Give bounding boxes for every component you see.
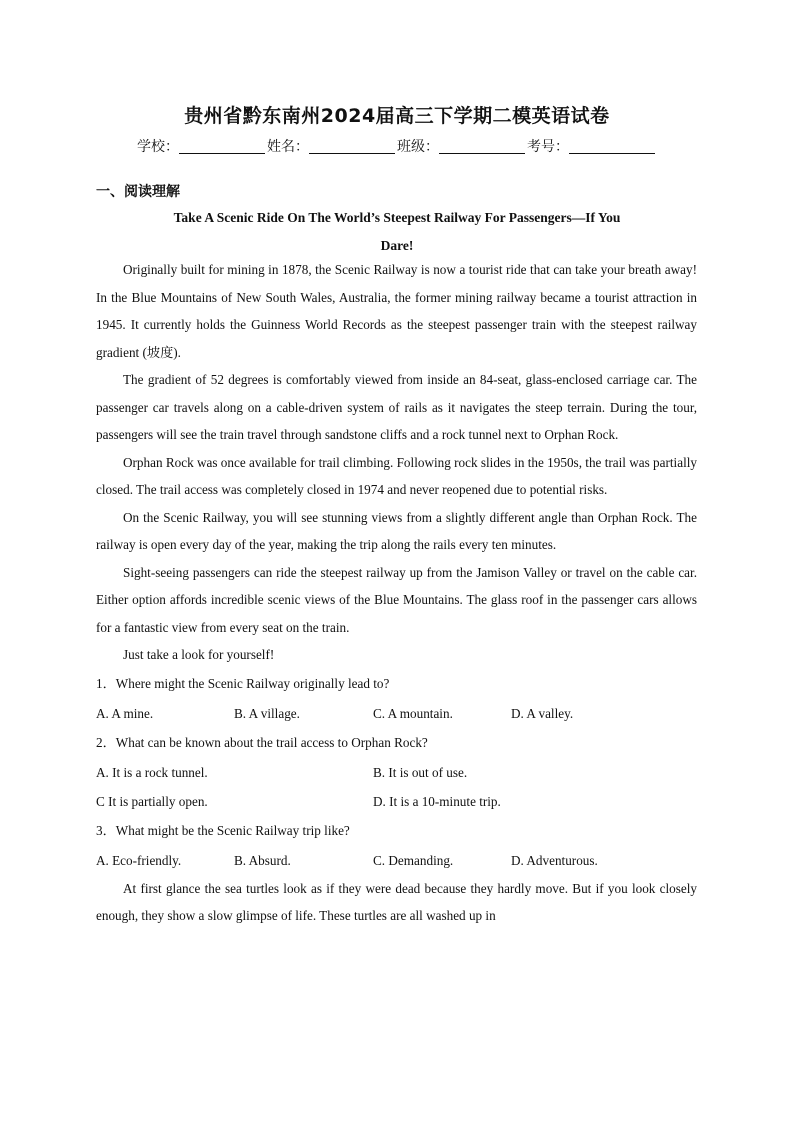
question-stem: 2．What can be known about the trail access to Orphan Rock? <box>96 734 428 750</box>
option-a[interactable]: A. Eco-friendly. <box>96 852 182 868</box>
option-c[interactable]: C It is partially open. <box>96 793 208 809</box>
exam-number-blank[interactable] <box>569 139 655 154</box>
class-label: 班级： <box>397 139 439 155</box>
passage-paragraph: Just take a look for yourself! <box>123 647 275 662</box>
passage-paragraph: Originally built for mining in 1878, the Scenic Railway is now a tourist ride that can take your breath away! In the Blue Mountains of New South Wales, Australia, the former mining railway became a tourist attraction in 1945. It currently holds the Guinness World Records as the steepest passenger train with the steepest railway gradient (坡度). <box>96 262 697 360</box>
student-info-line <box>0 136 794 156</box>
passage-title-line-2: Dare! <box>380 237 414 253</box>
question-1 <box>96 669 697 728</box>
passage-title <box>120 204 674 259</box>
option-d[interactable]: D. Adventurous. <box>511 852 598 868</box>
school-blank[interactable] <box>179 139 265 154</box>
options-row <box>96 787 697 816</box>
question-3 <box>96 816 697 875</box>
option-c[interactable]: C. A mountain. <box>373 705 453 721</box>
option-d[interactable]: D. It is a 10-minute trip. <box>373 793 501 809</box>
passage-paragraph: Sight-seeing passengers can ride the steepest railway up from the Jamison Valley or travel on the cable car. Either option affords incredible scenic views of the Blue Mountains. The glass roof in the passenger cars allows for a fantastic view from every seat on the train. <box>96 564 697 635</box>
options-row <box>96 699 697 728</box>
exam-number-label: 考号： <box>527 139 569 155</box>
school-label: 学校： <box>137 139 179 155</box>
option-a[interactable]: A. It is a rock tunnel. <box>96 764 208 780</box>
exam-title: 贵州省黔东南州2024届高三下学期二模英语试卷 <box>184 105 610 127</box>
option-b[interactable]: B. Absurd. <box>234 852 291 868</box>
passage-paragraph: On the Scenic Railway, you will see stunning views from a slightly different angle than Orphan Rock. The railway is open every day of the year, making the trip along the rails every ten minutes. <box>96 509 697 552</box>
next-passage-paragraph: At first glance the sea turtles look as if they were dead because they hardly move. But if you look closely enough, they show a slow glimpse of life. These turtles are all washed up in <box>96 880 697 923</box>
question-2 <box>96 728 697 816</box>
option-b[interactable]: B. It is out of use. <box>373 764 468 780</box>
passage-paragraph: Orphan Rock was once available for trail climbing. Following rock slides in the 1950s, the trail was partially closed. The trail access was completely closed in 1974 and never reopened due to potential risks. <box>96 454 697 497</box>
passage-title-line-1: Take A Scenic Ride On The World’s Steepest Railway For Passengers—If You <box>173 210 621 225</box>
name-blank[interactable] <box>309 139 395 154</box>
name-label: 姓名： <box>267 139 309 155</box>
section-heading: 一、阅读理解 <box>96 184 180 200</box>
option-c[interactable]: C. Demanding. <box>373 852 454 868</box>
class-blank[interactable] <box>439 139 525 154</box>
passage-paragraph: The gradient of 52 degrees is comfortably viewed from inside an 84-seat, glass-enclosed carriage car. The passenger car travels along on a cable-driven system of rails as it navigates the steep terrain. During the tour, passengers will see the train travel through sandstone cliffs and a rock tunnel next to Orphan Rock. <box>96 372 697 442</box>
option-a[interactable]: A. A mine. <box>96 705 154 721</box>
options-row <box>96 758 697 787</box>
option-b[interactable]: B. A village. <box>234 705 300 721</box>
options-row <box>96 846 697 875</box>
question-stem: 1．Where might the Scenic Railway originally lead to? <box>96 675 390 691</box>
option-d[interactable]: D. A valley. <box>511 705 574 721</box>
question-stem: 3．What might be the Scenic Railway trip like? <box>96 822 350 838</box>
passage-body <box>96 256 697 930</box>
